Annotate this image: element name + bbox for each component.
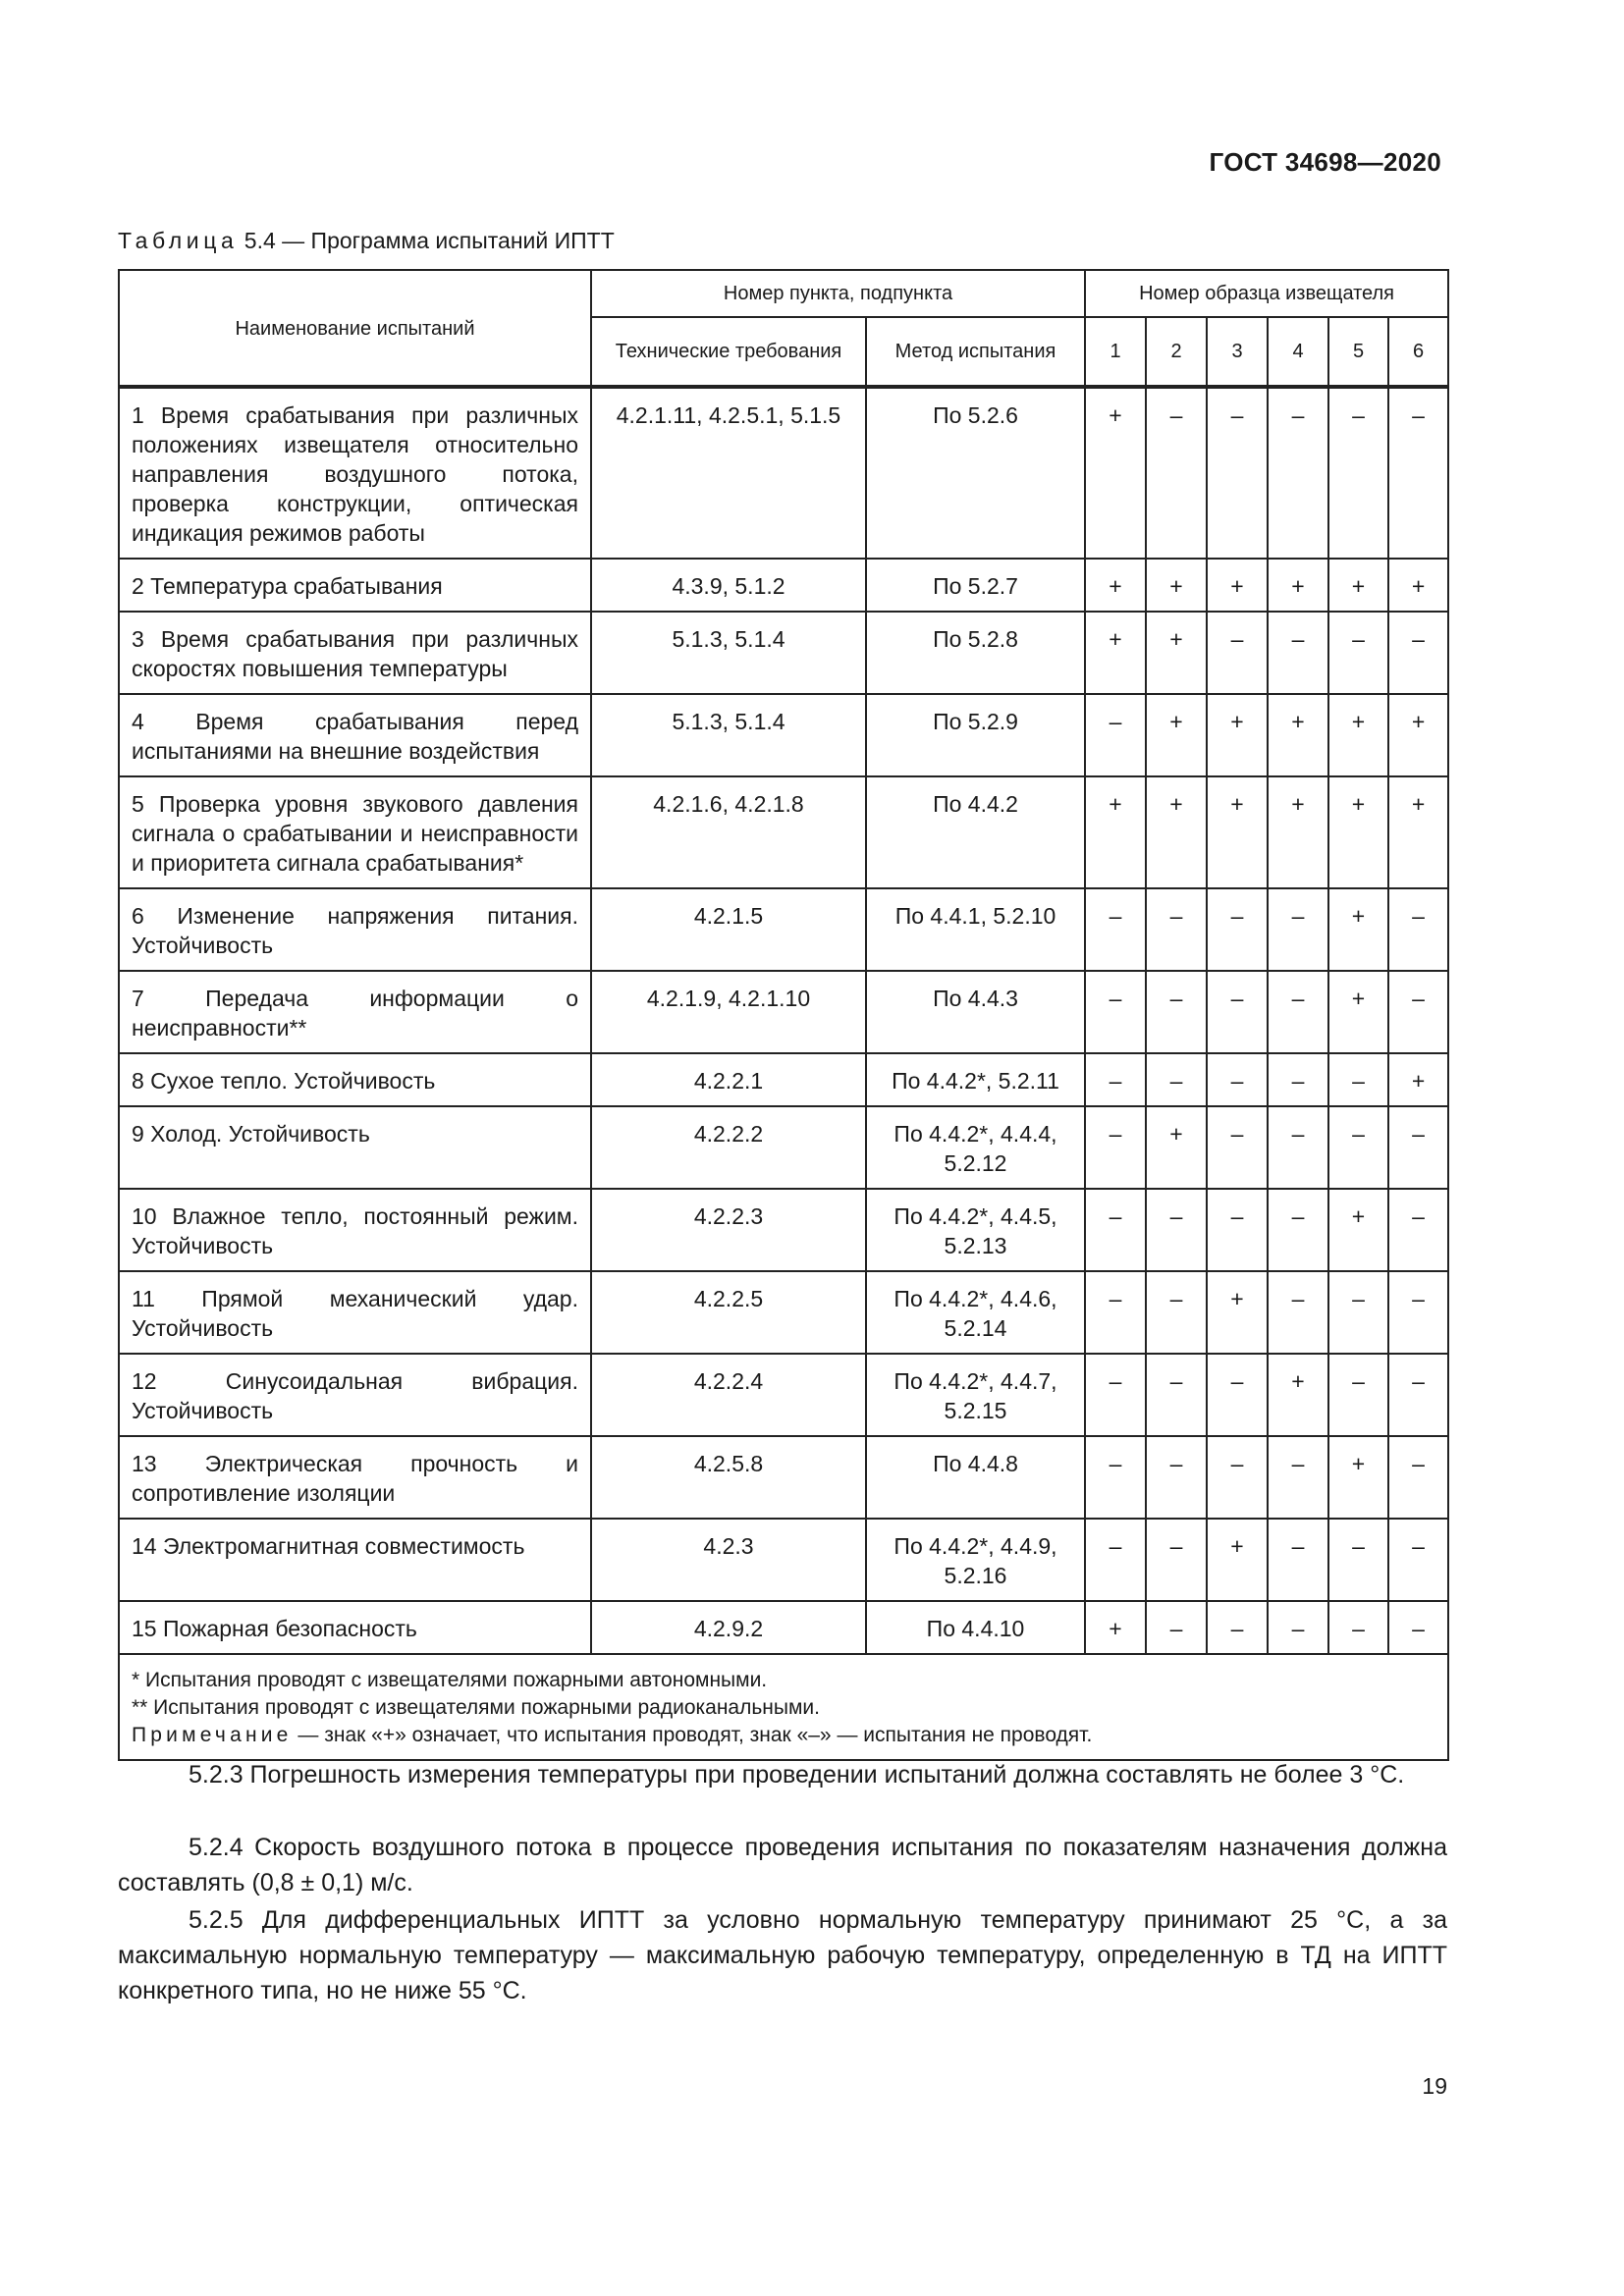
tech-requirements-cell: 4.2.5.8: [591, 1436, 866, 1519]
tech-requirements-cell: 5.1.3, 5.1.4: [591, 694, 866, 776]
test-name-cell: 9 Холод. Устойчивость: [119, 1106, 591, 1189]
header-point-number: Номер пункта, подпункта: [591, 270, 1085, 317]
sample-1-mark: +: [1085, 559, 1146, 612]
test-name-cell: 1 Время срабатывания при различных положениях извещателя относительно направления воздушного потока, проверка конструкции, оптическая индикация режимов работы: [119, 387, 591, 559]
sample-3-mark: +: [1207, 776, 1268, 888]
header-tech-requirements: Технические требования: [591, 317, 866, 387]
sample-5-mark: –: [1328, 1053, 1388, 1106]
sample-6-mark: –: [1388, 1189, 1448, 1271]
tech-requirements-cell: 4.2.1.5: [591, 888, 866, 971]
tech-requirements-cell: 4.2.2.5: [591, 1271, 866, 1354]
sample-3-mark: –: [1207, 1053, 1268, 1106]
sample-1-mark: –: [1085, 694, 1146, 776]
test-name-cell: 12 Синусоидальная вибрация. Устойчивость: [119, 1354, 591, 1436]
tech-requirements-cell: 4.2.9.2: [591, 1601, 866, 1654]
page-number: 19: [1422, 2073, 1447, 2099]
table-caption-title: 5.4 — Программа испытаний ИПТТ: [238, 228, 615, 253]
header-sample-4: 4: [1268, 317, 1328, 387]
sample-5-mark: –: [1328, 1519, 1388, 1601]
test-name-cell: 5 Проверка уровня звукового давления сигнала о срабатывании и неисправности и приоритета сигнала срабатывания*: [119, 776, 591, 888]
test-method-cell: По 4.4.8: [866, 1436, 1085, 1519]
sample-4-mark: –: [1268, 1106, 1328, 1189]
sample-2-mark: –: [1146, 888, 1207, 971]
tech-requirements-cell: 4.2.2.4: [591, 1354, 866, 1436]
sample-1-mark: –: [1085, 1106, 1146, 1189]
sample-1-mark: +: [1085, 612, 1146, 694]
sample-3-mark: –: [1207, 1436, 1268, 1519]
table-row: [119, 1354, 1448, 1436]
sample-1-mark: +: [1085, 776, 1146, 888]
test-method-cell: По 4.4.3: [866, 971, 1085, 1053]
sample-4-mark: +: [1268, 1354, 1328, 1436]
sample-2-mark: –: [1146, 1519, 1207, 1601]
sample-5-mark: +: [1328, 1189, 1388, 1271]
sample-3-mark: –: [1207, 1601, 1268, 1654]
test-method-cell: По 4.4.2*, 4.4.4, 5.2.12: [866, 1106, 1085, 1189]
test-method-cell: По 5.2.7: [866, 559, 1085, 612]
table-row: [119, 694, 1448, 776]
table-row: [119, 1436, 1448, 1519]
tech-requirements-cell: 5.1.3, 5.1.4: [591, 612, 866, 694]
table-caption: [118, 228, 615, 254]
table-row: [119, 612, 1448, 694]
table-row: [119, 387, 1448, 559]
sample-6-mark: +: [1388, 776, 1448, 888]
test-method-cell: По 4.4.2*, 5.2.11: [866, 1053, 1085, 1106]
sample-4-mark: –: [1268, 1436, 1328, 1519]
table-row: [119, 776, 1448, 888]
sample-5-mark: –: [1328, 1354, 1388, 1436]
table-row: [119, 888, 1448, 971]
table-row: [119, 1053, 1448, 1106]
sample-4-mark: +: [1268, 694, 1328, 776]
sample-4-mark: +: [1268, 776, 1328, 888]
table-note: [132, 1722, 1435, 1749]
tech-requirements-cell: 4.2.1.9, 4.2.1.10: [591, 971, 866, 1053]
table-row: [119, 1271, 1448, 1354]
sample-3-mark: –: [1207, 1354, 1268, 1436]
test-program-table: [118, 269, 1449, 1761]
test-name-cell: 3 Время срабатывания при различных скоростях повышения температуры: [119, 612, 591, 694]
paragraph-5-2-4: 5.2.4 Скорость воздушного потока в процессе проведения испытания по показателям назначения должна составлять (0,8 ± 0,1) м/с.: [118, 1834, 1447, 1896]
sample-3-mark: –: [1207, 1106, 1268, 1189]
sample-5-mark: +: [1328, 971, 1388, 1053]
sample-1-mark: –: [1085, 1519, 1146, 1601]
table-body: [119, 387, 1448, 1654]
tech-requirements-cell: 4.2.1.11, 4.2.5.1, 5.1.5: [591, 387, 866, 559]
paragraph-5-2-5: 5.2.5 Для дифференциальных ИПТТ за условно нормальную температуру принимают 25 °С, а за максимальную нормальную температуру — максимальную рабочую температуру, определенную в ТД на ИПТТ конкретного типа, но не ниже 55 °С.: [118, 1906, 1447, 2004]
sample-1-mark: –: [1085, 1271, 1146, 1354]
sample-3-mark: +: [1207, 1271, 1268, 1354]
table-row: [119, 1106, 1448, 1189]
sample-5-mark: +: [1328, 776, 1388, 888]
sample-6-mark: –: [1388, 387, 1448, 559]
table-row: [119, 559, 1448, 612]
table-footnotes: [119, 1654, 1448, 1760]
sample-2-mark: +: [1146, 694, 1207, 776]
sample-6-mark: +: [1388, 559, 1448, 612]
sample-1-mark: –: [1085, 971, 1146, 1053]
sample-2-mark: +: [1146, 1106, 1207, 1189]
sample-5-mark: –: [1328, 612, 1388, 694]
test-method-cell: По 5.2.6: [866, 387, 1085, 559]
document-number: ГОСТ 34698—2020: [1209, 147, 1441, 177]
sample-4-mark: –: [1268, 1601, 1328, 1654]
test-name-cell: 8 Сухое тепло. Устойчивость: [119, 1053, 591, 1106]
test-name-cell: 2 Температура срабатывания: [119, 559, 591, 612]
sample-3-mark: +: [1207, 1519, 1268, 1601]
sample-5-mark: +: [1328, 1436, 1388, 1519]
sample-4-mark: –: [1268, 1519, 1328, 1601]
tech-requirements-cell: 4.2.1.6, 4.2.1.8: [591, 776, 866, 888]
sample-1-mark: –: [1085, 1053, 1146, 1106]
sample-4-mark: –: [1268, 1053, 1328, 1106]
sample-3-mark: –: [1207, 971, 1268, 1053]
table-row: [119, 1519, 1448, 1601]
table-row: [119, 1189, 1448, 1271]
sample-3-mark: –: [1207, 1189, 1268, 1271]
test-name-cell: 14 Электромагнитная совместимость: [119, 1519, 591, 1601]
table-caption-label: Таблица: [118, 228, 239, 253]
sample-6-mark: –: [1388, 1271, 1448, 1354]
sample-5-mark: +: [1328, 888, 1388, 971]
sample-2-mark: –: [1146, 1601, 1207, 1654]
test-name-cell: 10 Влажное тепло, постоянный режим. Устойчивость: [119, 1189, 591, 1271]
tech-requirements-cell: 4.2.2.1: [591, 1053, 866, 1106]
sample-2-mark: –: [1146, 387, 1207, 559]
sample-5-mark: –: [1328, 1601, 1388, 1654]
test-name-cell: 15 Пожарная безопасность: [119, 1601, 591, 1654]
sample-4-mark: –: [1268, 1271, 1328, 1354]
sample-6-mark: –: [1388, 971, 1448, 1053]
sample-6-mark: –: [1388, 1519, 1448, 1601]
test-name-cell: 11 Прямой механический удар. Устойчивость: [119, 1271, 591, 1354]
sample-2-mark: +: [1146, 612, 1207, 694]
footnote-2: ** Испытания проводят с извещателями пожарными радиоканальными.: [132, 1696, 820, 1719]
test-method-cell: По 5.2.8: [866, 612, 1085, 694]
table-row: [119, 971, 1448, 1053]
test-method-cell: По 4.4.2*, 4.4.9, 5.2.16: [866, 1519, 1085, 1601]
sample-6-mark: –: [1388, 1354, 1448, 1436]
note-label: Примечание: [132, 1724, 293, 1746]
sample-1-mark: –: [1085, 1436, 1146, 1519]
note-text: — знак «+» означает, что испытания проводят, знак «–» — испытания не проводят.: [292, 1724, 1093, 1746]
sample-2-mark: –: [1146, 1053, 1207, 1106]
test-method-cell: По 4.4.10: [866, 1601, 1085, 1654]
test-method-cell: По 4.4.2*, 4.4.5, 5.2.13: [866, 1189, 1085, 1271]
table-row: [119, 1601, 1448, 1654]
sample-5-mark: +: [1328, 694, 1388, 776]
sample-2-mark: –: [1146, 1189, 1207, 1271]
sample-6-mark: –: [1388, 1106, 1448, 1189]
sample-5-mark: +: [1328, 559, 1388, 612]
sample-3-mark: –: [1207, 387, 1268, 559]
sample-1-mark: –: [1085, 1189, 1146, 1271]
test-method-cell: По 5.2.9: [866, 694, 1085, 776]
test-method-cell: По 4.4.1, 5.2.10: [866, 888, 1085, 971]
sample-6-mark: +: [1388, 694, 1448, 776]
sample-4-mark: –: [1268, 971, 1328, 1053]
sample-5-mark: –: [1328, 1271, 1388, 1354]
sample-4-mark: +: [1268, 559, 1328, 612]
header-sample-3: 3: [1207, 317, 1268, 387]
sample-2-mark: +: [1146, 776, 1207, 888]
sample-2-mark: –: [1146, 1354, 1207, 1436]
sample-3-mark: +: [1207, 694, 1268, 776]
sample-5-mark: –: [1328, 387, 1388, 559]
test-method-cell: По 4.4.2: [866, 776, 1085, 888]
sample-5-mark: –: [1328, 1106, 1388, 1189]
sample-4-mark: –: [1268, 387, 1328, 559]
header-sample-1: 1: [1085, 317, 1146, 387]
sample-3-mark: +: [1207, 559, 1268, 612]
test-method-cell: По 4.4.2*, 4.4.7, 5.2.15: [866, 1354, 1085, 1436]
tech-requirements-cell: 4.2.2.3: [591, 1189, 866, 1271]
sample-3-mark: –: [1207, 888, 1268, 971]
header-sample-5: 5: [1328, 317, 1388, 387]
sample-1-mark: +: [1085, 1601, 1146, 1654]
sample-1-mark: +: [1085, 387, 1146, 559]
test-name-cell: 7 Передача информации о неисправности**: [119, 971, 591, 1053]
header-test-method: Метод испытания: [866, 317, 1085, 387]
sample-1-mark: –: [1085, 888, 1146, 971]
tech-requirements-cell: 4.2.2.2: [591, 1106, 866, 1189]
tech-requirements-cell: 4.3.9, 5.1.2: [591, 559, 866, 612]
sample-6-mark: +: [1388, 1053, 1448, 1106]
sample-6-mark: –: [1388, 612, 1448, 694]
sample-4-mark: –: [1268, 888, 1328, 971]
header-test-name: Наименование испытаний: [119, 270, 591, 387]
header-sample-6: 6: [1388, 317, 1448, 387]
header-sample-number: Номер образца извещателя: [1085, 270, 1448, 317]
paragraph-5-2-3: 5.2.3 Погрешность измерения температуры при проведении испытаний должна составлять не более 3 °С.: [189, 1761, 1405, 1789]
sample-2-mark: –: [1146, 1271, 1207, 1354]
test-name-cell: 13 Электрическая прочность и сопротивление изоляции: [119, 1436, 591, 1519]
sample-4-mark: –: [1268, 612, 1328, 694]
sample-2-mark: –: [1146, 971, 1207, 1053]
test-method-cell: По 4.4.2*, 4.4.6, 5.2.14: [866, 1271, 1085, 1354]
sample-2-mark: –: [1146, 1436, 1207, 1519]
tech-requirements-cell: 4.2.3: [591, 1519, 866, 1601]
sample-6-mark: –: [1388, 1601, 1448, 1654]
sample-4-mark: –: [1268, 1189, 1328, 1271]
test-name-cell: 6 Изменение напряжения питания. Устойчивость: [119, 888, 591, 971]
sample-6-mark: –: [1388, 1436, 1448, 1519]
header-sample-2: 2: [1146, 317, 1207, 387]
sample-1-mark: –: [1085, 1354, 1146, 1436]
test-name-cell: 4 Время срабатывания перед испытаниями на внешние воздействия: [119, 694, 591, 776]
sample-3-mark: –: [1207, 612, 1268, 694]
footnote-1: * Испытания проводят с извещателями пожарными автономными.: [132, 1669, 768, 1691]
sample-6-mark: –: [1388, 888, 1448, 971]
sample-2-mark: +: [1146, 559, 1207, 612]
